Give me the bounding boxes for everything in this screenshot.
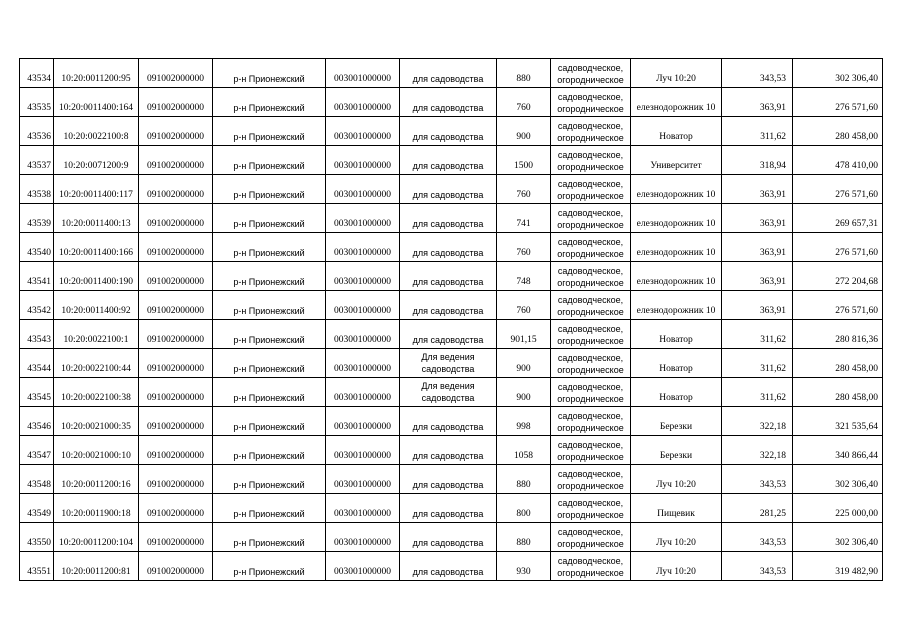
district-cell: р-н Прионежский [213, 88, 326, 117]
area-cell: 1058 [497, 436, 551, 465]
land-category-cell: садоводческое, огородническое [551, 204, 631, 233]
area-cell: 900 [497, 117, 551, 146]
okato-code-cell: 091002000000 [139, 204, 213, 233]
land-category-cell: садоводческое, огородническое [551, 436, 631, 465]
cadastral-number-cell: 10:20:0022100:1 [54, 320, 139, 349]
cadastral-value-cell: 319 482,90 [793, 552, 883, 581]
partnership-name-cell: Пищевик [631, 494, 722, 523]
specific-value-cell: 322,18 [722, 407, 793, 436]
okato-code-cell: 091002000000 [139, 320, 213, 349]
land-category-cell: садоводческое, огородническое [551, 378, 631, 407]
land-category-cell: садоводческое, огородническое [551, 552, 631, 581]
category-code-cell: 003001000000 [326, 378, 400, 407]
okato-code-cell: 091002000000 [139, 552, 213, 581]
permitted-use-cell: для садоводства [400, 233, 497, 262]
partnership-name-cell: елезнодорожник 10 [631, 291, 722, 320]
table-row [20, 320, 883, 349]
land-category-cell: садоводческое, огородническое [551, 465, 631, 494]
specific-value-cell: 311,62 [722, 349, 793, 378]
specific-value-cell: 318,94 [722, 146, 793, 175]
cadastral-value-cell: 280 816,36 [793, 320, 883, 349]
district-cell: р-н Прионежский [213, 146, 326, 175]
permitted-use-cell: для садоводства [400, 465, 497, 494]
cadastral-value-cell: 276 571,60 [793, 175, 883, 204]
cadastral-number-cell: 10:20:0022100:38 [54, 378, 139, 407]
partnership-name-cell: елезнодорожник 10 [631, 175, 722, 204]
district-cell: р-н Прионежский [213, 436, 326, 465]
area-cell: 760 [497, 291, 551, 320]
record-number-cell: 43548 [20, 465, 54, 494]
cadastral-value-cell: 302 306,40 [793, 465, 883, 494]
table-row [20, 175, 883, 204]
cadastral-value-cell: 340 866,44 [793, 436, 883, 465]
okato-code-cell: 091002000000 [139, 146, 213, 175]
land-category-cell: садоводческое, огородническое [551, 407, 631, 436]
area-cell: 880 [497, 59, 551, 88]
okato-code-cell: 091002000000 [139, 494, 213, 523]
land-category-cell: садоводческое, огородническое [551, 146, 631, 175]
table-row [20, 378, 883, 407]
land-category-cell: садоводческое, огородническое [551, 523, 631, 552]
permitted-use-cell: Для ведения садоводства [400, 378, 497, 407]
table-row [20, 262, 883, 291]
land-category-cell: садоводческое, огородническое [551, 291, 631, 320]
record-number-cell: 43550 [20, 523, 54, 552]
area-cell: 1500 [497, 146, 551, 175]
district-cell: р-н Прионежский [213, 378, 326, 407]
category-code-cell: 003001000000 [326, 262, 400, 291]
specific-value-cell: 363,91 [722, 175, 793, 204]
area-cell: 800 [497, 494, 551, 523]
partnership-name-cell: елезнодорожник 10 [631, 262, 722, 291]
okato-code-cell: 091002000000 [139, 262, 213, 291]
cadastral-number-cell: 10:20:0011200:16 [54, 465, 139, 494]
cadastral-number-cell: 10:20:0011400:190 [54, 262, 139, 291]
partnership-name-cell: Луч 10:20 [631, 59, 722, 88]
land-category-cell: садоводческое, огородническое [551, 88, 631, 117]
record-number-cell: 43540 [20, 233, 54, 262]
permitted-use-cell: для садоводства [400, 204, 497, 233]
partnership-name-cell: Луч 10:20 [631, 552, 722, 581]
district-cell: р-н Прионежский [213, 233, 326, 262]
category-code-cell: 003001000000 [326, 407, 400, 436]
area-cell: 760 [497, 88, 551, 117]
cadastral-number-cell: 10:20:0011200:104 [54, 523, 139, 552]
category-code-cell: 003001000000 [326, 349, 400, 378]
okato-code-cell: 091002000000 [139, 117, 213, 146]
okato-code-cell: 091002000000 [139, 465, 213, 494]
permitted-use-cell: для садоводства [400, 436, 497, 465]
okato-code-cell: 091002000000 [139, 523, 213, 552]
permitted-use-cell: для садоводства [400, 552, 497, 581]
specific-value-cell: 311,62 [722, 117, 793, 146]
record-number-cell: 43546 [20, 407, 54, 436]
district-cell: р-н Прионежский [213, 117, 326, 146]
record-number-cell: 43538 [20, 175, 54, 204]
partnership-name-cell: Луч 10:20 [631, 465, 722, 494]
okato-code-cell: 091002000000 [139, 378, 213, 407]
table-row [20, 552, 883, 581]
cadastral-number-cell: 10:20:0071200:9 [54, 146, 139, 175]
permitted-use-cell: для садоводства [400, 117, 497, 146]
area-cell: 760 [497, 233, 551, 262]
area-cell: 900 [497, 378, 551, 407]
specific-value-cell: 343,53 [722, 523, 793, 552]
area-cell: 748 [497, 262, 551, 291]
district-cell: р-н Прионежский [213, 523, 326, 552]
category-code-cell: 003001000000 [326, 436, 400, 465]
cadastral-number-cell: 10:20:0011200:95 [54, 59, 139, 88]
area-cell: 901,15 [497, 320, 551, 349]
record-number-cell: 43547 [20, 436, 54, 465]
land-category-cell: садоводческое, огородническое [551, 175, 631, 204]
land-category-cell: садоводческое, огородническое [551, 117, 631, 146]
category-code-cell: 003001000000 [326, 88, 400, 117]
table-body [20, 59, 883, 581]
cadastral-value-cell: 280 458,00 [793, 378, 883, 407]
permitted-use-cell: для садоводства [400, 175, 497, 204]
partnership-name-cell: елезнодорожник 10 [631, 204, 722, 233]
okato-code-cell: 091002000000 [139, 291, 213, 320]
permitted-use-cell: для садоводства [400, 407, 497, 436]
area-cell: 880 [497, 465, 551, 494]
partnership-name-cell: Новатор [631, 378, 722, 407]
specific-value-cell: 311,62 [722, 320, 793, 349]
land-category-cell: садоводческое, огородническое [551, 262, 631, 291]
specific-value-cell: 322,18 [722, 436, 793, 465]
area-cell: 900 [497, 349, 551, 378]
cadastral-number-cell: 10:20:0011400:92 [54, 291, 139, 320]
cadastral-number-cell: 10:20:0021000:10 [54, 436, 139, 465]
cadastral-value-cell: 269 657,31 [793, 204, 883, 233]
specific-value-cell: 343,53 [722, 59, 793, 88]
category-code-cell: 003001000000 [326, 523, 400, 552]
district-cell: р-н Прионежский [213, 204, 326, 233]
district-cell: р-н Прионежский [213, 320, 326, 349]
specific-value-cell: 343,53 [722, 552, 793, 581]
land-category-cell: садоводческое, огородническое [551, 233, 631, 262]
table-row [20, 59, 883, 88]
specific-value-cell: 363,91 [722, 262, 793, 291]
cadastral-value-cell: 302 306,40 [793, 523, 883, 552]
record-number-cell: 43534 [20, 59, 54, 88]
district-cell: р-н Прионежский [213, 59, 326, 88]
permitted-use-cell: для садоводства [400, 523, 497, 552]
permitted-use-cell: для садоводства [400, 146, 497, 175]
table-row [20, 146, 883, 175]
partnership-name-cell: Новатор [631, 349, 722, 378]
land-category-cell: садоводческое, огородническое [551, 320, 631, 349]
record-number-cell: 43539 [20, 204, 54, 233]
okato-code-cell: 091002000000 [139, 88, 213, 117]
land-category-cell: садоводческое, огородническое [551, 349, 631, 378]
table-row [20, 465, 883, 494]
category-code-cell: 003001000000 [326, 465, 400, 494]
record-number-cell: 43541 [20, 262, 54, 291]
table-row [20, 291, 883, 320]
record-number-cell: 43537 [20, 146, 54, 175]
okato-code-cell: 091002000000 [139, 436, 213, 465]
cadastral-number-cell: 10:20:0011400:13 [54, 204, 139, 233]
okato-code-cell: 091002000000 [139, 233, 213, 262]
cadastral-value-cell: 280 458,00 [793, 117, 883, 146]
category-code-cell: 003001000000 [326, 552, 400, 581]
table-row [20, 407, 883, 436]
specific-value-cell: 363,91 [722, 204, 793, 233]
table-row [20, 436, 883, 465]
category-code-cell: 003001000000 [326, 233, 400, 262]
permitted-use-cell: для садоводства [400, 262, 497, 291]
record-number-cell: 43545 [20, 378, 54, 407]
land-category-cell: садоводческое, огородническое [551, 494, 631, 523]
table-row [20, 233, 883, 262]
partnership-name-cell: елезнодорожник 10 [631, 88, 722, 117]
okato-code-cell: 091002000000 [139, 407, 213, 436]
table-row [20, 523, 883, 552]
land-plots-table [19, 58, 883, 581]
record-number-cell: 43542 [20, 291, 54, 320]
permitted-use-cell: Для ведения садоводства [400, 349, 497, 378]
district-cell: р-н Прионежский [213, 291, 326, 320]
cadastral-value-cell: 302 306,40 [793, 59, 883, 88]
cadastral-number-cell: 10:20:0011200:81 [54, 552, 139, 581]
record-number-cell: 43543 [20, 320, 54, 349]
area-cell: 741 [497, 204, 551, 233]
cadastral-number-cell: 10:20:0021000:35 [54, 407, 139, 436]
partnership-name-cell: елезнодорожник 10 [631, 233, 722, 262]
table-row [20, 494, 883, 523]
specific-value-cell: 311,62 [722, 378, 793, 407]
okato-code-cell: 091002000000 [139, 349, 213, 378]
district-cell: р-н Прионежский [213, 465, 326, 494]
cadastral-number-cell: 10:20:0011400:117 [54, 175, 139, 204]
record-number-cell: 43544 [20, 349, 54, 378]
cadastral-value-cell: 276 571,60 [793, 88, 883, 117]
specific-value-cell: 363,91 [722, 88, 793, 117]
permitted-use-cell: для садоводства [400, 59, 497, 88]
category-code-cell: 003001000000 [326, 320, 400, 349]
table-row [20, 204, 883, 233]
area-cell: 880 [497, 523, 551, 552]
category-code-cell: 003001000000 [326, 291, 400, 320]
district-cell: р-н Прионежский [213, 407, 326, 436]
partnership-name-cell: Луч 10:20 [631, 523, 722, 552]
record-number-cell: 43535 [20, 88, 54, 117]
cadastral-number-cell: 10:20:0011400:166 [54, 233, 139, 262]
district-cell: р-н Прионежский [213, 349, 326, 378]
specific-value-cell: 363,91 [722, 291, 793, 320]
land-category-cell: садоводческое, огородническое [551, 59, 631, 88]
partnership-name-cell: Березки [631, 407, 722, 436]
district-cell: р-н Прионежский [213, 175, 326, 204]
district-cell: р-н Прионежский [213, 262, 326, 291]
permitted-use-cell: для садоводства [400, 291, 497, 320]
record-number-cell: 43536 [20, 117, 54, 146]
cadastral-value-cell: 276 571,60 [793, 233, 883, 262]
cadastral-number-cell: 10:20:0022100:44 [54, 349, 139, 378]
permitted-use-cell: для садоводства [400, 88, 497, 117]
area-cell: 998 [497, 407, 551, 436]
cadastral-value-cell: 321 535,64 [793, 407, 883, 436]
cadastral-value-cell: 225 000,00 [793, 494, 883, 523]
area-cell: 930 [497, 552, 551, 581]
category-code-cell: 003001000000 [326, 175, 400, 204]
cadastral-value-cell: 478 410,00 [793, 146, 883, 175]
category-code-cell: 003001000000 [326, 59, 400, 88]
area-cell: 760 [497, 175, 551, 204]
cadastral-number-cell: 10:20:0011900:18 [54, 494, 139, 523]
partnership-name-cell: Новатор [631, 117, 722, 146]
cadastral-value-cell: 272 204,68 [793, 262, 883, 291]
cadastral-value-cell: 280 458,00 [793, 349, 883, 378]
specific-value-cell: 281,25 [722, 494, 793, 523]
table-row [20, 88, 883, 117]
district-cell: р-н Прионежский [213, 552, 326, 581]
permitted-use-cell: для садоводства [400, 494, 497, 523]
category-code-cell: 003001000000 [326, 204, 400, 233]
specific-value-cell: 343,53 [722, 465, 793, 494]
category-code-cell: 003001000000 [326, 117, 400, 146]
table-row [20, 117, 883, 146]
partnership-name-cell: Университет [631, 146, 722, 175]
cadastral-number-cell: 10:20:0022100:8 [54, 117, 139, 146]
record-number-cell: 43551 [20, 552, 54, 581]
specific-value-cell: 363,91 [722, 233, 793, 262]
cadastral-number-cell: 10:20:0011400:164 [54, 88, 139, 117]
category-code-cell: 003001000000 [326, 494, 400, 523]
record-number-cell: 43549 [20, 494, 54, 523]
permitted-use-cell: для садоводства [400, 320, 497, 349]
category-code-cell: 003001000000 [326, 146, 400, 175]
cadastral-value-cell: 276 571,60 [793, 291, 883, 320]
partnership-name-cell: Березки [631, 436, 722, 465]
district-cell: р-н Прионежский [213, 494, 326, 523]
partnership-name-cell: Новатор [631, 320, 722, 349]
okato-code-cell: 091002000000 [139, 59, 213, 88]
okato-code-cell: 091002000000 [139, 175, 213, 204]
table-row [20, 349, 883, 378]
